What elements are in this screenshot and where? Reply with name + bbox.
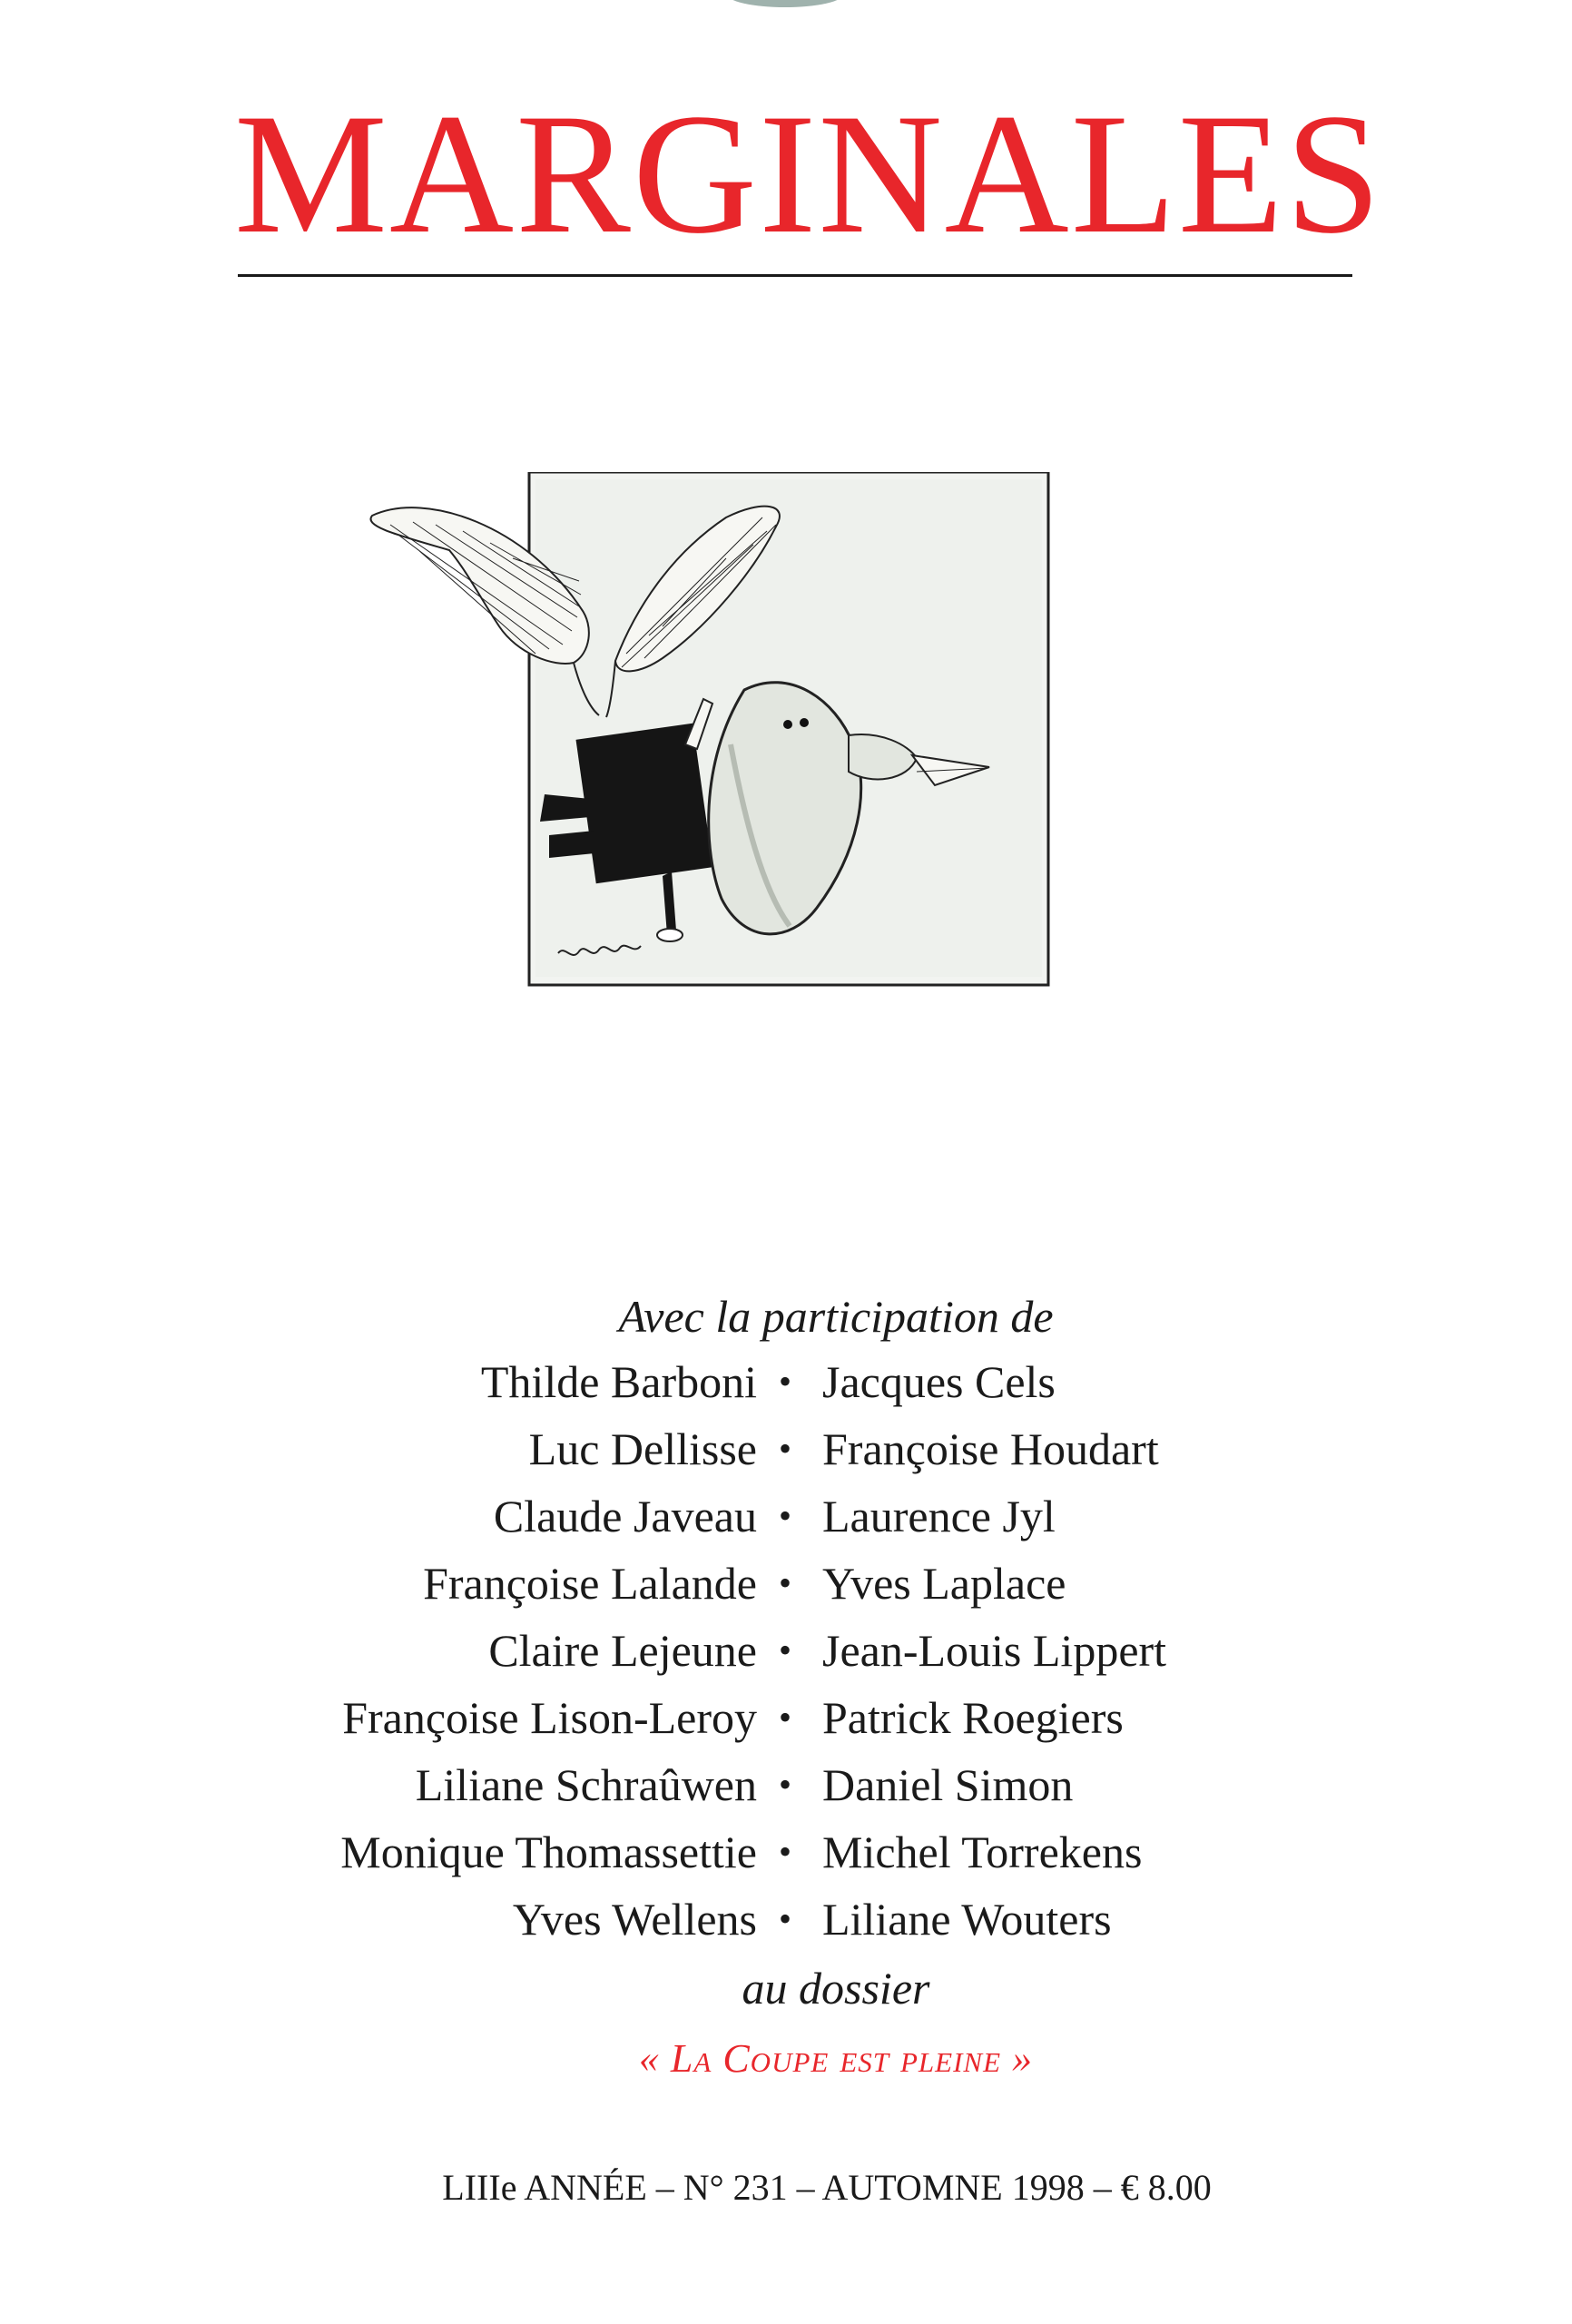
- contributor-row: [0, 1751, 1572, 1818]
- contributor-name: Patrick Roegiers: [822, 1692, 1124, 1743]
- separator-bullet: •: [779, 1697, 792, 1738]
- contributor-row: [0, 1348, 1572, 1415]
- issue-info: LIIIe ANNÉE – N° 231 – AUTOMNE 1998 – € 8.00: [442, 2167, 1212, 2208]
- contributor-row: [0, 1617, 1572, 1684]
- magazine-title: MARGINALES: [234, 79, 1383, 270]
- separator-bullet: •: [779, 1562, 792, 1603]
- contributor-row: [0, 1684, 1572, 1751]
- contributor-name: Jean-Louis Lippert: [822, 1625, 1167, 1676]
- contributor-name: Daniel Simon: [822, 1759, 1074, 1810]
- separator-bullet: •: [779, 1361, 792, 1402]
- separator-bullet: •: [779, 1831, 792, 1872]
- contributor-name: Yves Wellens: [512, 1894, 757, 1945]
- intro-line: Avec la participation de: [618, 1291, 1054, 1342]
- contributor-name: Françoise Lison-Leroy: [342, 1692, 757, 1743]
- contributor-name: Yves Laplace: [822, 1558, 1066, 1609]
- contributor-row: [0, 1550, 1572, 1617]
- contributor-name: Michel Torrekens: [822, 1827, 1143, 1877]
- contributor-name: Laurence Jyl: [822, 1491, 1056, 1541]
- cover-illustration: [363, 472, 1071, 999]
- separator-bullet: •: [779, 1428, 792, 1469]
- top-ornament: [726, 0, 844, 7]
- contributor-list: [0, 1348, 1572, 1953]
- contributor-name: Claire Lejeune: [488, 1625, 757, 1676]
- contributor-row: [0, 1482, 1572, 1550]
- contributor-name: Françoise Lalande: [423, 1558, 757, 1609]
- dossier-label: au dossier: [742, 1963, 930, 2014]
- separator-bullet: •: [779, 1764, 792, 1805]
- contributor-name: Jacques Cels: [822, 1356, 1056, 1407]
- dossier-title: « La Coupe est pleine »: [638, 2036, 1034, 2081]
- contributor-row: [0, 1415, 1572, 1482]
- contributor-name: Claude Javeau: [493, 1491, 757, 1541]
- contributor-name: Liliane Schraûwen: [415, 1759, 757, 1810]
- contributor-name: Monique Thomassettie: [340, 1827, 757, 1877]
- separator-bullet: •: [779, 1898, 792, 1939]
- contributor-name: Liliane Wouters: [822, 1894, 1112, 1945]
- contributor-name: Thilde Barboni: [480, 1356, 757, 1407]
- title-rule: [238, 274, 1352, 277]
- separator-bullet: •: [779, 1630, 792, 1670]
- separator-bullet: •: [779, 1495, 792, 1536]
- contributor-row: [0, 1886, 1572, 1953]
- contributor-name: Françoise Houdart: [822, 1423, 1159, 1474]
- contributor-name: Luc Dellisse: [528, 1423, 757, 1474]
- contributor-row: [0, 1818, 1572, 1886]
